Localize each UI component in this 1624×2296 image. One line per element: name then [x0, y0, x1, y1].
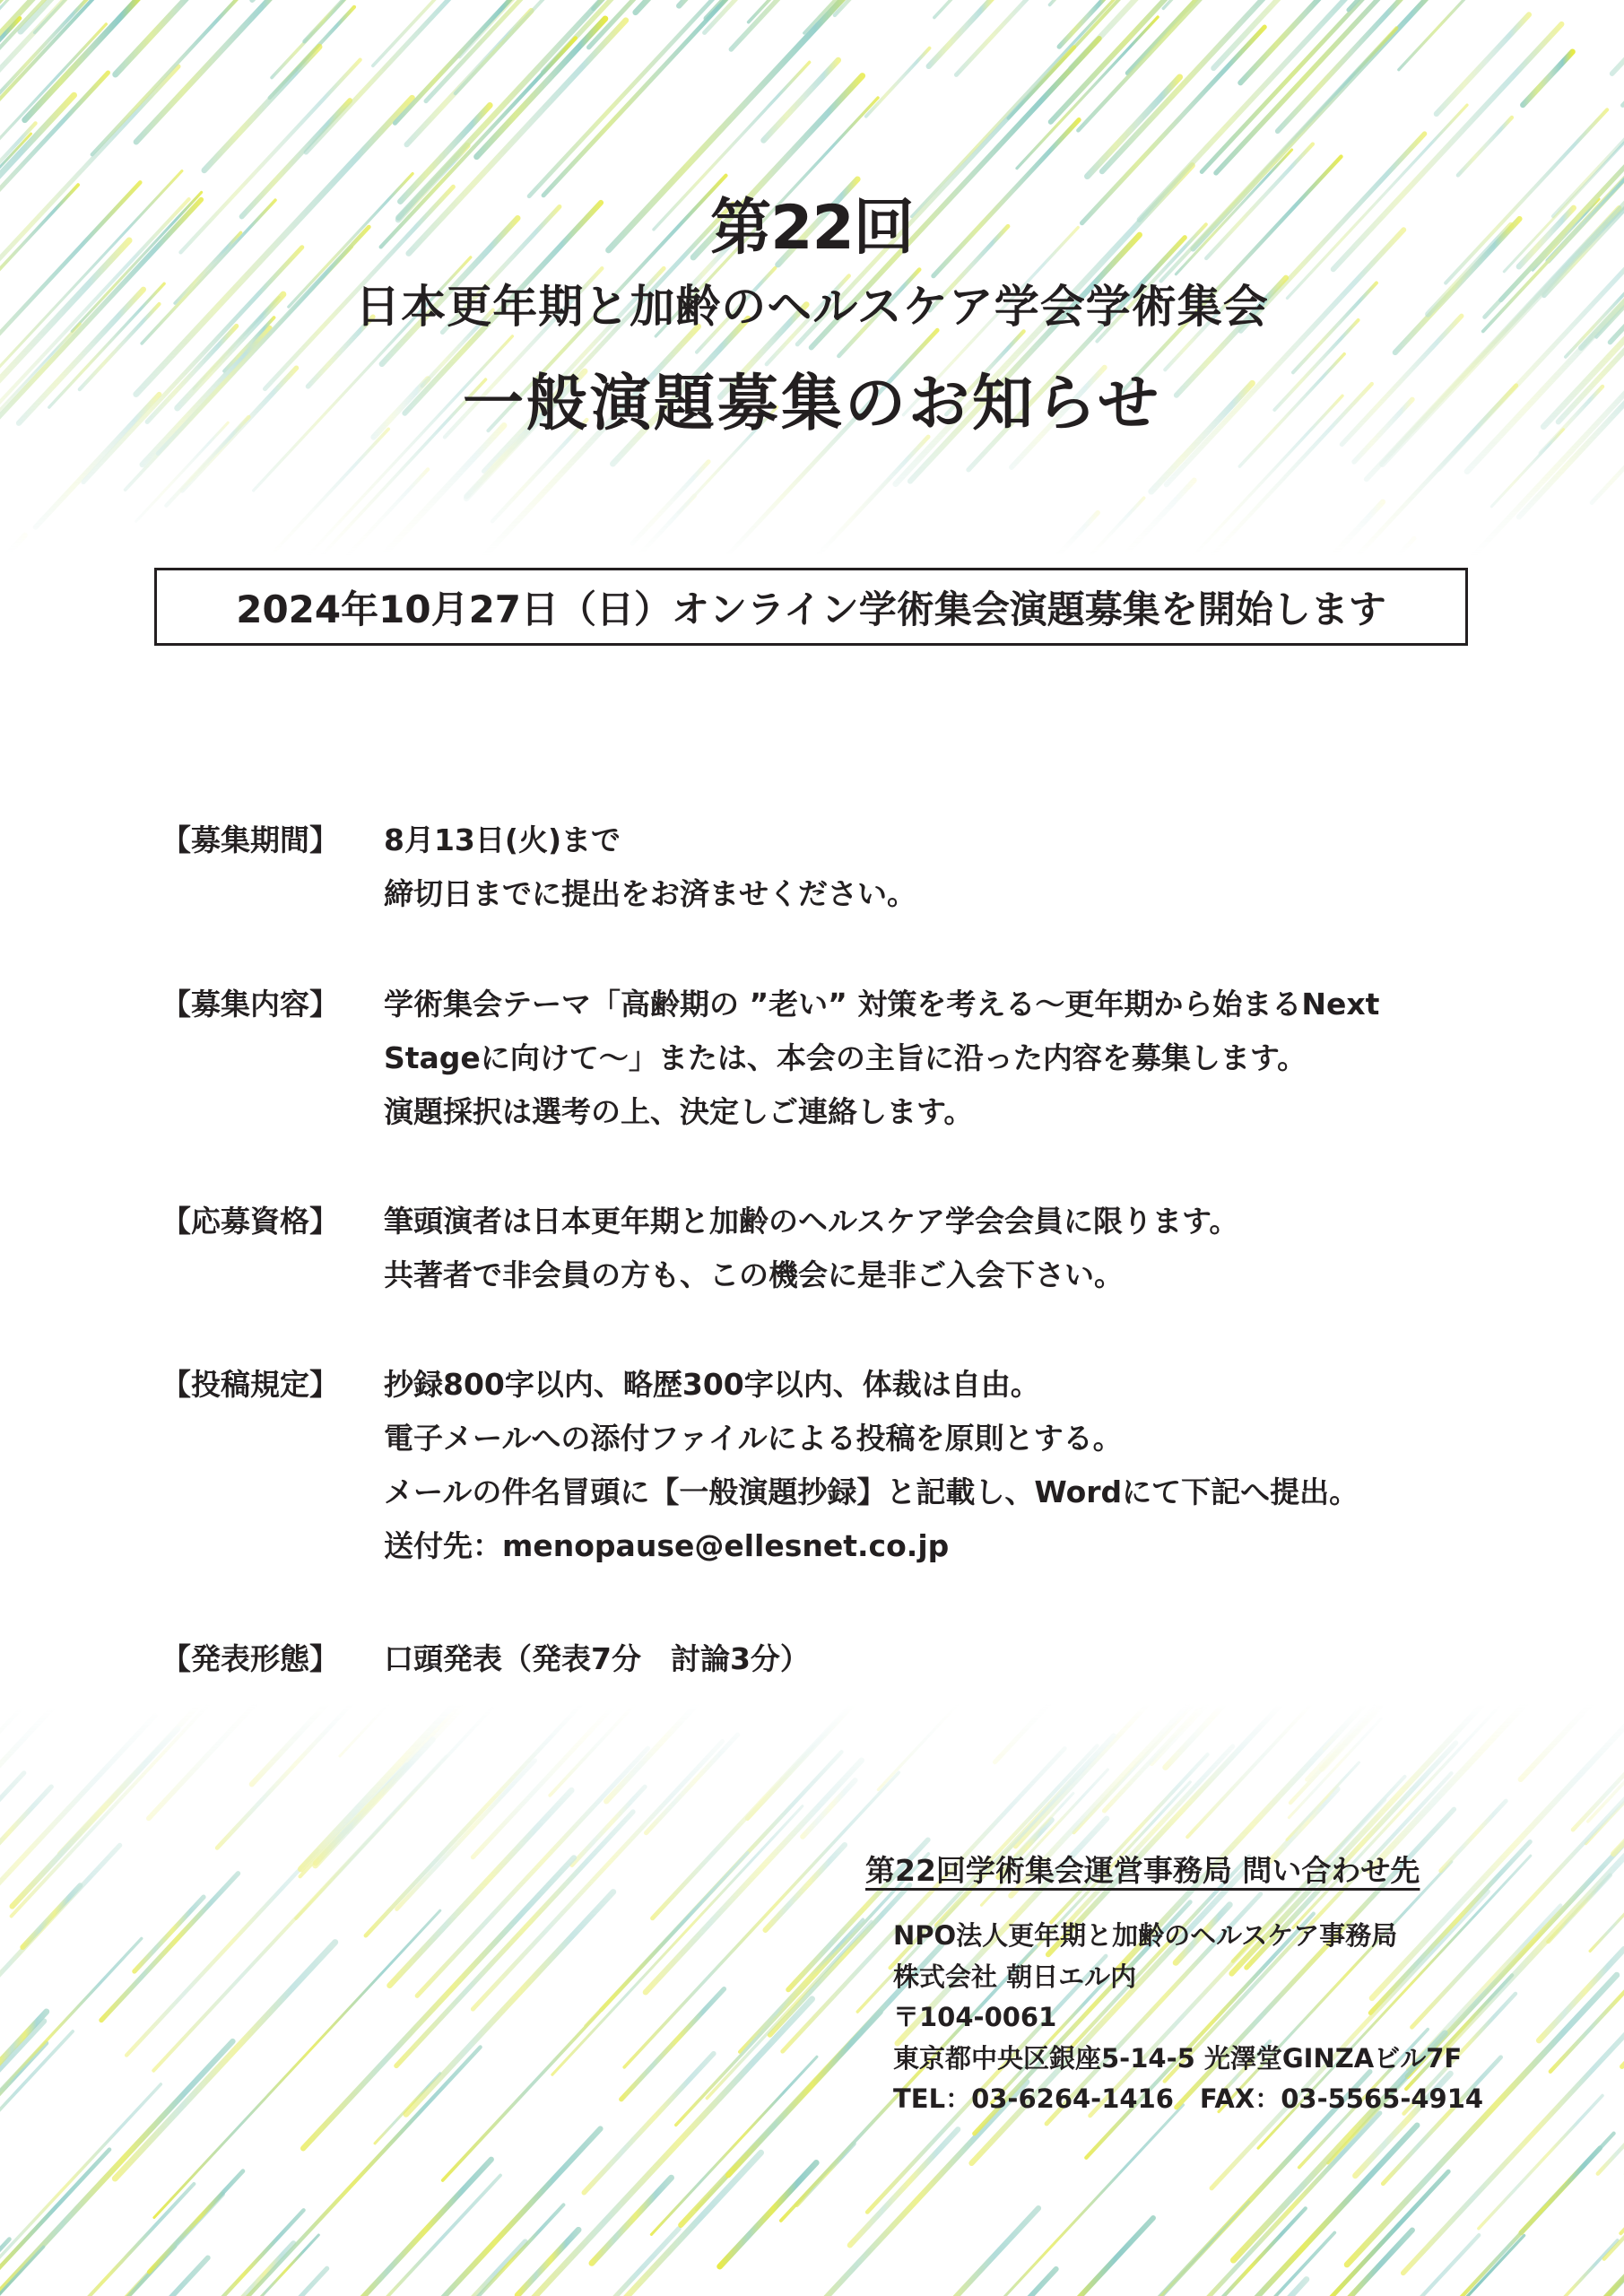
section-line: 口頭発表（発表7分 討論3分）	[384, 1641, 810, 1676]
section-body	[384, 813, 1478, 921]
section-line: メールの件名冒頭に【一般演題抄録】と記載し、Wordにて下記へ提出。	[384, 1474, 1359, 1509]
section-eligibility	[161, 1195, 1471, 1311]
section-label: 【投稿規定】	[161, 1367, 339, 1402]
section-label: 【募集内容】	[161, 987, 339, 1022]
section-line: Stageに向けて～」または、本会の主旨に沿った内容を募集します。	[384, 1040, 1307, 1075]
contact-company: 株式会社 朝日エル内	[893, 1961, 1137, 1992]
notice-title: 一般演題募集のお知らせ	[463, 369, 1161, 439]
section-line: 学術集会テーマ「高齢期の ”老い” 対策を考える～更年期から始まるNext	[384, 987, 1380, 1022]
announcement-banner: 2024年10月27日（日）オンライン学術集会演題募集を開始します	[154, 568, 1468, 646]
section-body	[384, 1632, 1478, 1686]
section-label: 【応募資格】	[161, 1204, 339, 1239]
section-line: 締切日までに提出をお済ませください。	[384, 876, 916, 911]
section-line: 電子メールへの添付ファイルによる投稿を原則とする。	[384, 1421, 1123, 1456]
section-rules	[161, 1358, 1471, 1582]
section-body	[384, 978, 1478, 1139]
section-line: 筆頭演者は日本更年期と加齢のヘルスケア学会会員に限ります。	[384, 1204, 1239, 1239]
section-line: 送付先：menopause@ellesnet.co.jp	[384, 1528, 950, 1563]
contact-organization: NPO法人更年期と加齢のヘルスケア事務局	[893, 1920, 1398, 1951]
contact-postal-code: 〒104-0061	[893, 2002, 1057, 2032]
section-body	[384, 1195, 1478, 1302]
contact-block	[893, 1916, 1483, 2120]
section-format	[161, 1632, 1471, 1695]
contact-address: 東京都中央区銀座5-14-5 光澤堂GINZAビル7F	[893, 2042, 1463, 2074]
section-content	[161, 978, 1471, 1148]
society-title: 日本更年期と加齢のヘルスケア学会学術集会	[355, 281, 1269, 333]
section-line: 抄録800字以内、略歴300字以内、体裁は自由。	[384, 1367, 1040, 1402]
section-line: 8月13日(火)まで	[384, 822, 621, 857]
section-period	[161, 813, 1471, 930]
section-label: 【募集期間】	[161, 822, 339, 857]
contact-heading: 第22回学術集会運営事務局 問い合わせ先	[865, 1853, 1420, 1888]
edition-title: 第22回	[710, 193, 914, 264]
section-label: 【発表形態】	[161, 1641, 339, 1676]
section-line: 演題採択は選考の上、決定しご連絡します。	[384, 1094, 974, 1129]
section-body	[384, 1358, 1478, 1573]
section-line: 共著者で非会員の方も、この機会に是非ご入会下さい。	[384, 1257, 1124, 1292]
contact-phone-fax: TEL：03-6264-1416 FAX：03-5565-4914	[893, 2083, 1484, 2114]
